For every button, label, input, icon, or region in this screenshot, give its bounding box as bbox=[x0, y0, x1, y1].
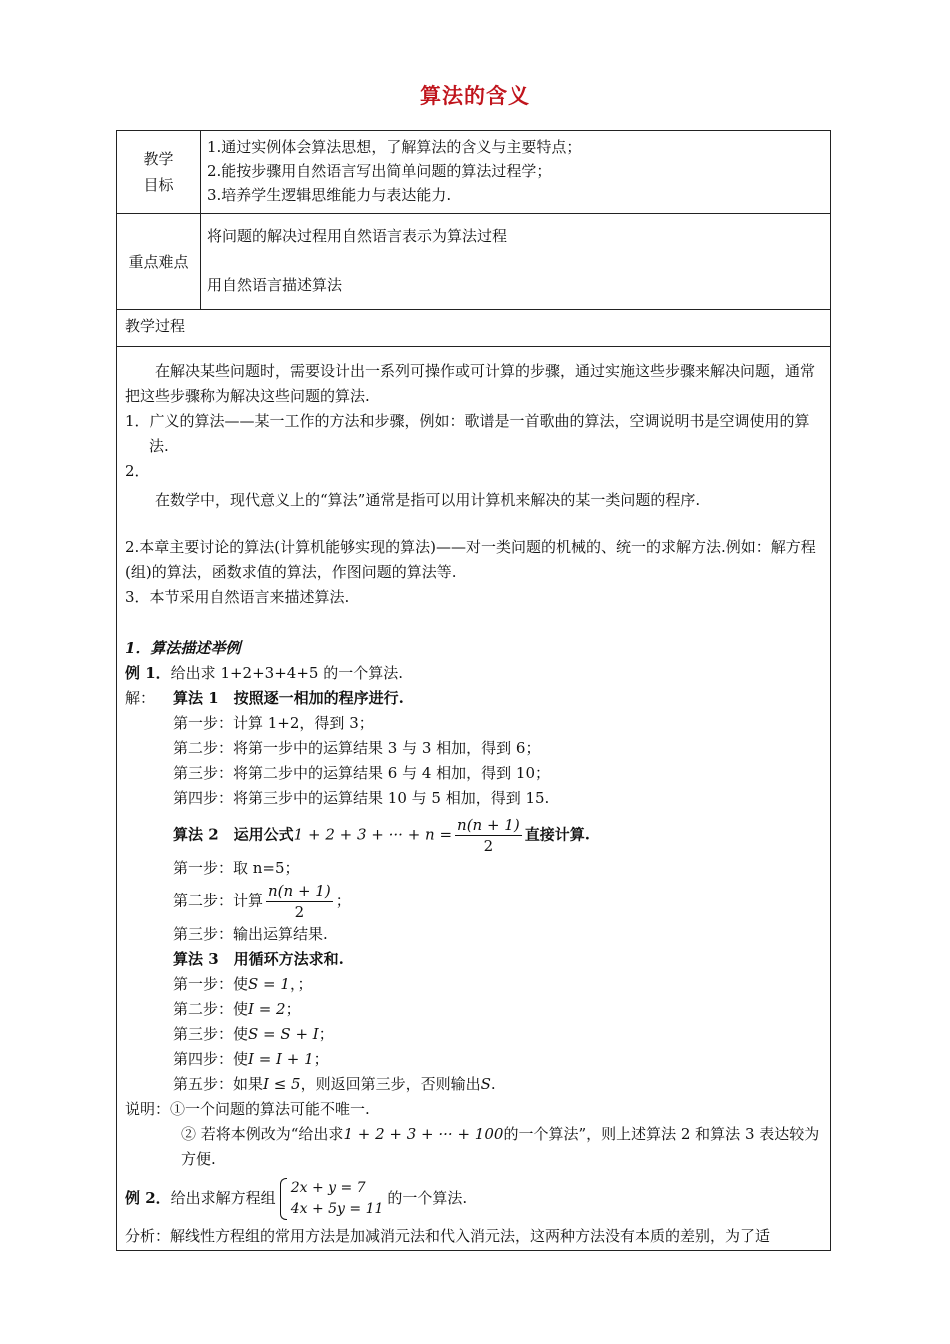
algorithm-1-title: 算法 1 按照逐一相加的程序进行. bbox=[173, 689, 404, 707]
note-label: 说明： bbox=[125, 1100, 171, 1118]
fraction-numerator: n(n + 1) bbox=[457, 816, 520, 834]
algorithm-3-title: 算法 3 用循环方法求和. bbox=[173, 950, 344, 968]
paragraph-2-label: 2． bbox=[125, 462, 150, 480]
alg2-step bbox=[125, 881, 822, 922]
alg3-step-math: I = 2 bbox=[248, 1000, 286, 1018]
goals-label bbox=[117, 131, 201, 213]
alg3-step-prefix: 第四步：使 bbox=[173, 1050, 249, 1068]
key-point: 将问题的解决过程用自然语言表示为算法过程 bbox=[207, 227, 508, 245]
alg3-step-suffix: ； bbox=[285, 1000, 301, 1018]
note-2-prefix: ② 若将本例改为“给出求 bbox=[181, 1125, 344, 1143]
goal-item: 2.能按步骤用自然语言写出简单问题的算法过程学； bbox=[207, 162, 552, 180]
equation-system bbox=[280, 1178, 384, 1220]
example-2-suffix: 的一个算法. bbox=[387, 1189, 468, 1207]
left-brace bbox=[280, 1178, 287, 1220]
analysis-paragraph: 分析：解线性方程组的常用方法是加减消元法和代入消元法，这两种方法没有本质的差别，为了适 bbox=[125, 1227, 771, 1245]
fraction-denominator: 2 bbox=[294, 903, 305, 921]
goal-item: 1.通过实例体会算法思想，了解算法的含义与主要特点； bbox=[207, 138, 582, 156]
intro-paragraph: 在解决某些问题时，需要设计出一系列可操作或可计算的步骤，通过实施这些步骤来解决问题，通常把这些步骤称为解决这些问题的算法. bbox=[125, 362, 816, 405]
alg3-step-math: I = I + 1 bbox=[248, 1050, 314, 1068]
step-fraction bbox=[266, 881, 333, 922]
alg3-step-suffix: ，则返回第三步，否则输出 bbox=[300, 1075, 481, 1093]
key-points-row bbox=[117, 214, 830, 310]
solution-label: 解： bbox=[125, 689, 156, 707]
equation-1: 2x + y = 7 bbox=[290, 1180, 366, 1196]
process-label-row bbox=[117, 310, 830, 347]
alg3-step bbox=[125, 1022, 822, 1047]
alg3-step bbox=[125, 1047, 822, 1072]
alg3-step-prefix: 第五步：如果 bbox=[173, 1075, 264, 1093]
alg3-step-end: . bbox=[490, 1075, 496, 1093]
alg3-step bbox=[125, 972, 822, 997]
page-title: 算法的含义 bbox=[420, 84, 530, 108]
example-1 bbox=[125, 661, 822, 686]
alg1-step: 第三步：将第二步中的运算结果 6 与 4 相加，得到 10； bbox=[173, 764, 551, 782]
goals-label-text: 教学目标 bbox=[143, 150, 174, 194]
note-2-math: 1 + 2 + 3 + ··· + 100 bbox=[343, 1125, 504, 1143]
example-2-prefix: 给出求解方程组 bbox=[170, 1189, 276, 1207]
paragraph-natural-language: 3．本节采用自然语言来描述算法. bbox=[125, 588, 350, 606]
algorithm-2-line bbox=[125, 815, 822, 856]
alg3-step-suffix: ，； bbox=[289, 975, 313, 993]
process-body bbox=[117, 347, 830, 1250]
alg3-step-math: I ≤ 5 bbox=[263, 1075, 301, 1093]
alg3-step bbox=[125, 997, 822, 1022]
process-label: 教学过程 bbox=[125, 317, 186, 335]
alg2-step: 第一步：取 n=5； bbox=[173, 859, 300, 877]
goal-item: 3.培养学生逻辑思维能力与表达能力. bbox=[207, 186, 452, 204]
note-1-text: ①一个问题的算法可能不唯一. bbox=[170, 1100, 370, 1118]
note-2 bbox=[125, 1122, 822, 1172]
paragraph-chapter-scope: 2.本章主要讨论的算法(计算机能够实现的算法)——对一类问题的机械的、统一的求解方法.例如：解方程(组)的算法，函数求值的算法，作图问题的算法等. bbox=[125, 538, 816, 581]
alg3-step-prefix: 第三步：使 bbox=[173, 1025, 249, 1043]
key-points-cell bbox=[201, 214, 830, 309]
paragraph-modern-algorithm: 在数学中，现代意义上的“算法”通常是指可以用计算机来解决的某一类问题的程序. bbox=[155, 491, 701, 509]
goals-row bbox=[117, 131, 830, 214]
example-2-label: 例 2． bbox=[125, 1189, 171, 1207]
algorithm-2-suffix: 直接计算. bbox=[524, 825, 590, 844]
alg3-step-math: S = S + I bbox=[248, 1025, 319, 1043]
fraction-denominator: 2 bbox=[483, 837, 494, 855]
alg2-step: 第三步：输出运算结果. bbox=[173, 925, 328, 943]
note-2-suffix: 的一个算法”，则上述算法 2 和算法 3 表达较为方便. bbox=[181, 1125, 820, 1168]
example-1-text: 给出求 1+2+3+4+5 的一个算法. bbox=[170, 664, 403, 682]
note-1 bbox=[125, 1097, 822, 1122]
alg3-step-output: S bbox=[480, 1075, 491, 1093]
section-heading: 1．算法描述举例 bbox=[125, 639, 241, 657]
alg3-step-suffix: ； bbox=[313, 1050, 329, 1068]
alg3-step-prefix: 第一步：使 bbox=[173, 975, 249, 993]
alg1-step: 第一步：计算 1+2，得到 3； bbox=[173, 714, 374, 732]
solution-line bbox=[125, 686, 822, 711]
alg3-step-prefix: 第二步：使 bbox=[173, 1000, 249, 1018]
example-1-label: 例 1． bbox=[125, 664, 171, 682]
lesson-table bbox=[116, 130, 831, 1251]
alg2-step-2-suffix: ； bbox=[335, 891, 351, 910]
fraction-numerator: n(n + 1) bbox=[268, 882, 331, 900]
alg2-step-2-prefix: 第二步：计算 bbox=[173, 891, 264, 910]
example-2 bbox=[125, 1178, 822, 1220]
key-label-text: 重点难点 bbox=[128, 252, 189, 271]
alg1-step: 第四步：将第三步中的运算结果 10 与 5 相加，得到 15. bbox=[173, 789, 550, 807]
alg3-step-math: S = 1 bbox=[248, 975, 290, 993]
process-body-row bbox=[117, 347, 830, 1250]
goals-cell bbox=[201, 131, 830, 213]
sum-formula: 1 + 2 + 3 + ··· + n = bbox=[293, 825, 453, 844]
key-point: 用自然语言描述算法 bbox=[207, 276, 343, 294]
formula-fraction bbox=[455, 815, 522, 856]
equation-2: 4x + 5y = 11 bbox=[290, 1201, 384, 1217]
alg3-step-suffix: ； bbox=[318, 1025, 334, 1043]
algorithm-2-title: 算法 2 运用公式 bbox=[173, 825, 294, 844]
key-label bbox=[117, 214, 201, 309]
alg3-step bbox=[125, 1072, 822, 1097]
paragraph-general-algorithm: 1．广义的算法——某一工作的方法和步骤，例如：歌谱是一首歌曲的算法，空调说明书是空调使用的算法. bbox=[125, 412, 810, 455]
equations bbox=[291, 1178, 384, 1220]
alg1-step: 第二步：将第一步中的运算结果 3 与 3 相加，得到 6； bbox=[173, 739, 541, 757]
